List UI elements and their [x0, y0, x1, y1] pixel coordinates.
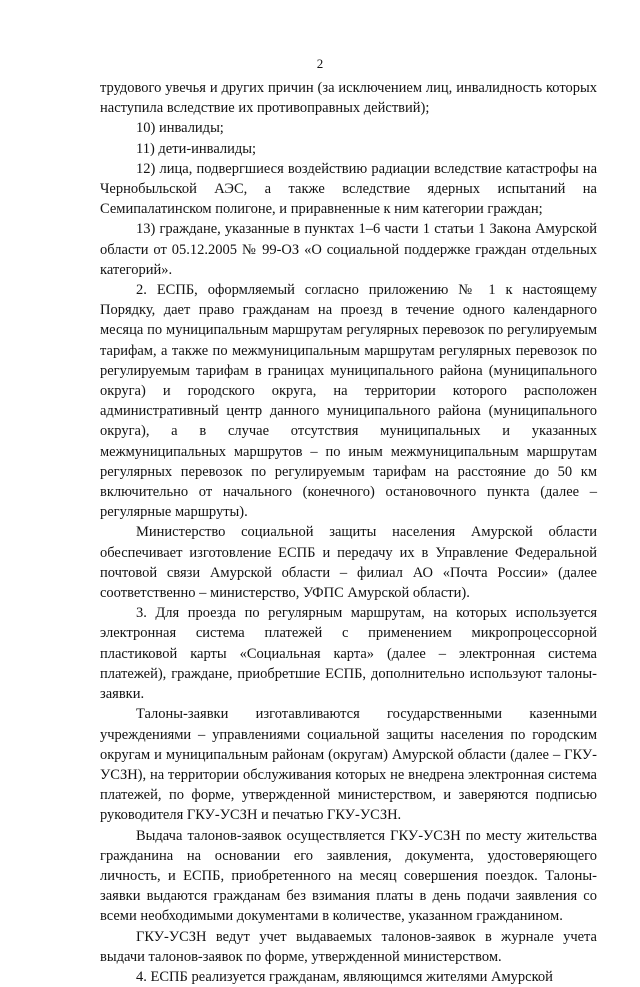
paragraph: 2. ЕСПБ, оформляемый согласно приложению № 1 к настоящему Порядку, дает право гражданам на проезд в течение одного календарного месяца по муниципальным маршрутам регулярных перевозок по регулируемым тарифам, а также по межмуниципальным маршрутам регулярных перевозок по регулируемым тарифам в границах муниципального района (муниципального округа) и городского округа, на территории которого расположен административный центр данного муниципального района (муниципального округа), а в случае отсутствия муниципальных и указанных межмуниципальных маршрутов – по иным межмуниципальным маршрутам регулярных перевозок по регулируемым тарифам на расстояние до 50 км включительно от начального (конечного) остановочного пункта (далее – регулярные маршруты).: [100, 282, 597, 521]
paragraph: трудового увечья и других причин (за исключением лиц, инвалидность которых наступила вследствие их противоправных действий);: [100, 80, 597, 117]
paragraph: 4. ЕСПБ реализуется гражданам, являющимся жителями Амурской: [136, 968, 553, 985]
page-number: 2: [316, 56, 324, 71]
paragraph: 11) дети-инвалиды;: [136, 140, 257, 157]
paragraph: 13) граждане, указанные в пунктах 1–6 части 1 статьи 1 Закона Амурской области от 05.12.2005 № 99-ОЗ «О социальной поддержке граждан отдельных категорий».: [100, 221, 597, 278]
paragraph: ГКУ-УСЗН ведут учет выдаваемых талонов-заявок в журнале учета выдачи талонов-заявок по форме, утвержденной министерством.: [100, 928, 597, 965]
paragraph: 12) лица, подвергшиеся воздействию радиации вследствие катастрофы на Чернобыльской АЭС, а также вследствие ядерных испытаний на Семипалатинском полигоне, и приравненные к ним категории граждан;: [100, 160, 597, 218]
paragraph: 3. Для проезда по регулярным маршрутам, на которых используется электронная система платежей с применением микропроцессорной пластиковой карты «Социальная карта» (далее – электронная система платежей), граждане, приобретшие ЕСПБ, дополнительно используют талоны-заявки.: [100, 605, 597, 703]
document-body: [100, 78, 597, 987]
paragraph: 10) инвалиды;: [136, 120, 224, 137]
paragraph: Выдача талонов-заявок осуществляется ГКУ-УСЗН по месту жительства гражданина на основании его заявления, документа, удостоверяющего личность, и ЕСПБ, приобретенного на месяц совершения поездок. Талоны-заявки выдаются гражданам без взимания платы в день подачи заявления со всеми необходимыми документами в количестве, указанном гражданином.: [100, 827, 597, 925]
paragraph: Министерство социальной защиты населения Амурской области обеспечивает изготовление ЕСПБ и передачу их в Управление Федеральной почтовой связи Амурской области – филиал АО «Почта России» (далее соответственно – министерство, УФПС Амурской области).: [100, 524, 597, 602]
paragraph: Талоны-заявки изготавливаются государственными казенными учреждениями – управлениями социальной защиты населения по городским округам и муниципальным районам (округам) Амурской области (далее – ГКУ-УСЗН), на территории обслуживания которых не внедрена электронная система платежей, по форме, утвержденной министерством, и заверяются подписью руководителя ГКУ-УСЗН и печатью ГКУ-УСЗН.: [100, 706, 597, 824]
